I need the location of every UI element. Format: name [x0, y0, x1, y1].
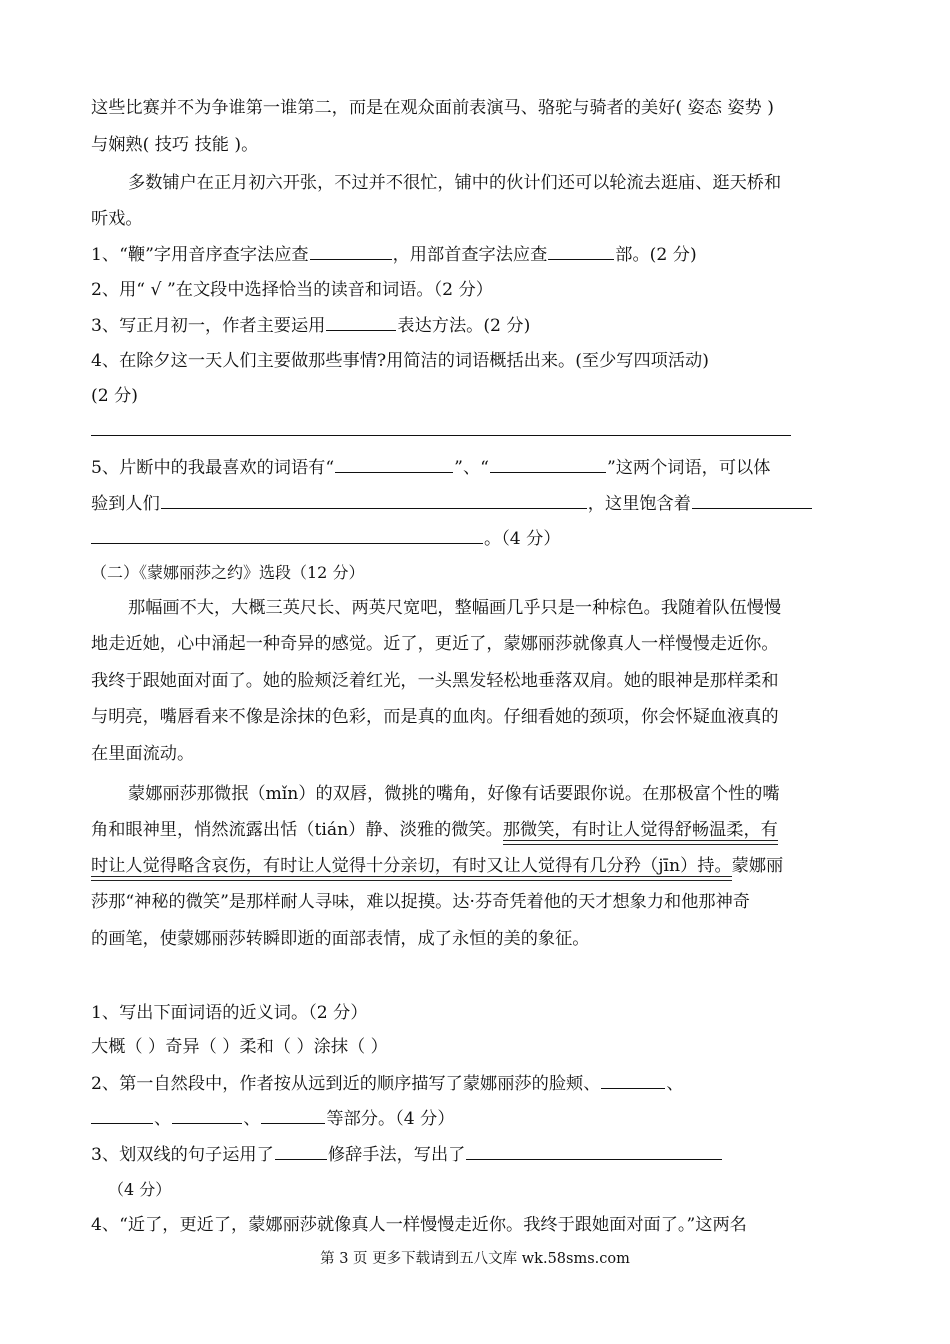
page-footer: 第 3 页 更多下载请到五八文库 wk.58sms.com — [320, 1251, 630, 1267]
answer-blank[interactable] — [275, 1143, 327, 1160]
passage-line: 这些比赛并不为争谁第一谁第二，而是在观众面前表演马、骆驼与骑者的美好( 姿态 姿势 ) — [91, 98, 774, 118]
question-3-score: （4 分） — [108, 1180, 172, 1199]
passage-line: 在里面流动。 — [91, 744, 195, 764]
question-4: 4、“近了，更近了，蒙娜丽莎就像真人一样慢慢走近你。我终于跟她面对面了。”这两名 — [91, 1215, 747, 1235]
passage-line: 的画笔，使蒙娜丽莎转瞬即逝的面部表情，成了永恒的美的象征。 — [91, 929, 590, 949]
answer-blank[interactable] — [601, 1072, 665, 1089]
passage-line: 与娴熟( 技巧 技能 )。 — [91, 135, 259, 155]
double-underlined-sentence: 那微笑，有时让人觉得舒畅温柔，有 — [502, 820, 778, 840]
answer-blank[interactable] — [91, 1107, 153, 1124]
passage-line: 那幅画不大，大概三英尺长、两英尺宽吧，整幅画几乎只是一种棕色。我随着队伍慢慢 — [128, 598, 782, 618]
passage-line: 时让人觉得略含哀伤，有时让人觉得十分亲切，有时又让人觉得有几分矜（jīn）持。蒙娜丽 — [91, 856, 784, 876]
question-5-end: 。（4 分） — [91, 527, 561, 550]
section-title: （二）《蒙娜丽莎之约》选段（12 分） — [91, 563, 365, 582]
answer-blank[interactable] — [261, 1107, 325, 1124]
question-2-cont: 、 、 等部分。（4 分） — [91, 1107, 455, 1130]
answer-blank[interactable] — [161, 492, 587, 509]
answer-blank[interactable] — [692, 492, 812, 509]
question-2: 2、用“ √ ”在文段中选择恰当的读音和词语。（2 分） — [91, 280, 493, 300]
double-underlined-sentence: 时让人觉得略含哀伤，有时让人觉得十分亲切，有时又让人觉得有几分矜（jīn）持。 — [91, 856, 732, 876]
answer-blank[interactable] — [335, 456, 453, 473]
question-4: 4、在除夕这一天人们主要做那些事情?用简洁的词语概括出来。(至少写四项活动) — [91, 351, 709, 371]
question-1: 1、“鞭”字用音序查字法应查 ，用部首查字法应查 部。(2 分) — [91, 245, 697, 265]
passage-line: 我终于跟她面对面了。她的脸颊泛着红光，一头黑发轻松地垂落双肩。她的眼神是那样柔和 — [91, 671, 779, 691]
passage-line: 地走近她，心中涌起一种奇异的感觉。近了，更近了，蒙娜丽莎就像真人一样慢慢走近你。 — [91, 634, 779, 654]
answer-line[interactable] — [91, 435, 791, 436]
passage-line: 多数铺户在正月初六开张，不过并不很忙，铺中的伙计们还可以轮流去逛庙、逛天桥和 — [128, 173, 782, 193]
question-5-cont: 验到人们 ，这里饱含着 — [91, 492, 813, 515]
synonym-words: 大概（ ）奇异（ ）柔和（ ）涂抹（ ） — [91, 1037, 388, 1057]
answer-blank[interactable] — [326, 314, 396, 331]
answer-blank[interactable] — [91, 527, 483, 544]
passage-line: 莎那“神秘的微笑”是那样耐人寻味，难以捉摸。达·芬奇凭着他的天才想象力和他那神奇 — [91, 892, 750, 912]
passage-line: 角和眼神里，悄然流露出恬（tián）静、淡雅的微笑。那微笑，有时让人觉得舒畅温柔，有 — [91, 820, 778, 840]
answer-blank[interactable] — [172, 1107, 242, 1124]
question-3: 3、写正月初一，作者主要运用 表达方法。(2 分) — [91, 316, 531, 336]
passage-line: 与明亮，嘴唇看来不像是涂抹的色彩，而是真的血肉。仔细看她的颈项，你会怀疑血液真的 — [91, 707, 779, 727]
answer-blank[interactable] — [310, 243, 392, 260]
question-1: 1、写出下面词语的近义词。（2 分） — [91, 1003, 368, 1023]
question-4-score: (2 分) — [91, 386, 138, 406]
passage-line: 蒙娜丽莎那微抿（mǐn）的双唇，微挑的嘴角，好像有话要跟你说。在那极富个性的嘴 — [128, 784, 780, 804]
question-2: 2、第一自然段中，作者按从远到近的顺序描写了蒙娜丽莎的脸颊、 、 — [91, 1074, 684, 1094]
answer-blank[interactable] — [466, 1143, 722, 1160]
answer-blank[interactable] — [490, 456, 606, 473]
answer-blank[interactable] — [548, 243, 614, 260]
passage-line: 听戏。 — [91, 209, 143, 229]
question-3: 3、划双线的句子运用了 修辞手法，写出了 — [91, 1143, 723, 1166]
question-5: 5、片断中的我最喜欢的词语有“ ”、“ ”这两个词语，可以体 — [91, 458, 771, 478]
